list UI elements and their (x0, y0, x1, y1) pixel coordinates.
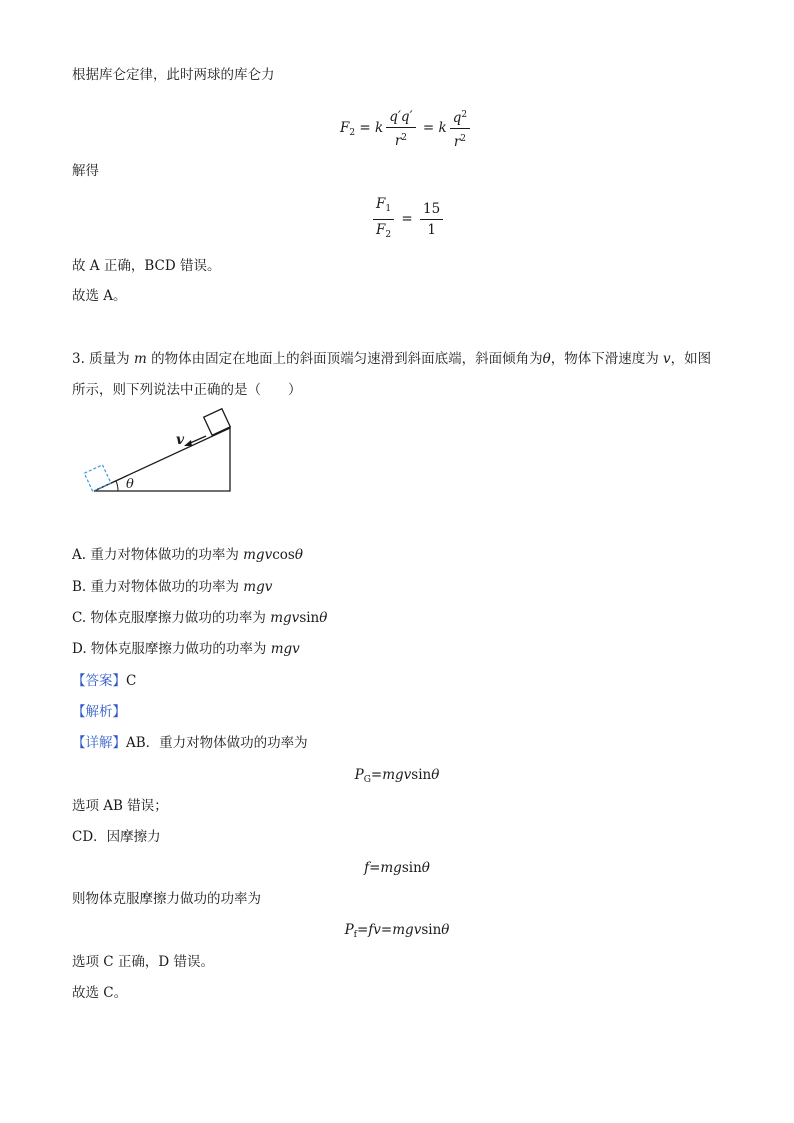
eq-symbol: k (375, 120, 384, 136)
eq-denominator: F (376, 222, 386, 238)
ratio-equation (370, 195, 446, 244)
fraction (373, 195, 394, 244)
eq-equals: = (401, 211, 413, 227)
answer-value: C (126, 673, 137, 689)
eq-numerator: 15 (420, 200, 443, 220)
angle-label: θ (126, 477, 134, 492)
option-d: D. 物体克服摩擦力做功的功率为 mgv (72, 641, 300, 657)
eq-symbol: F (340, 120, 350, 136)
answer-line (72, 672, 136, 690)
eq-subscript: 2 (349, 128, 356, 138)
velocity-label: v (176, 432, 185, 448)
question-stem: 3. 质量为 m 的物体由固定在地面上的斜面顶端匀速滑到斜面底端，斜面倾角为θ，物体下滑速度为 v，如图 (72, 351, 712, 367)
text-line: 故选 A。 (72, 288, 127, 304)
option-c: C. 物体克服摩擦力做功的功率为 mgvsinθ (72, 610, 328, 626)
detail-tag: 【详解】 (72, 735, 126, 751)
text-line: 则物体克服摩擦力做功的功率为 (72, 891, 261, 907)
block-bottom-dashed (84, 465, 111, 492)
eq-subscript: 1 (385, 204, 392, 214)
eq-denominator: 1 (427, 222, 436, 238)
analysis-tag: 【解析】 (72, 704, 126, 720)
fraction (420, 200, 443, 239)
eq-equals: = (359, 120, 371, 136)
option-a: A. 重力对物体做功的功率为 mgvcosθ (72, 547, 303, 563)
incline-figure (80, 408, 250, 504)
text-line: 选项 AB 错误； (72, 798, 168, 814)
eq-subscript: 2 (385, 230, 392, 240)
text-line: 解得 (72, 163, 99, 179)
detail-line: 【详解】AB．重力对物体做功的功率为 (72, 735, 308, 751)
fraction (450, 106, 470, 151)
eq-superscript: 2 (461, 110, 468, 120)
answer-tag: 【答案】 (72, 673, 126, 689)
eq-numerator: q′q′ (389, 108, 413, 125)
text-line: 故选 C。 (72, 985, 128, 1001)
eq-denominator: r (394, 132, 402, 149)
power-gravity-equation: $P_G=mgvsin\theta$ (354, 767, 440, 785)
block-top (204, 409, 231, 436)
fraction (386, 108, 415, 150)
angle-arc (116, 481, 118, 491)
text-line: 选项 C 正确，D 错误。 (72, 954, 215, 970)
coulomb-equation (340, 106, 473, 151)
friction-equation: f=mgsinθ (364, 860, 430, 876)
power-friction-equation: $P_f=fv=mgvsin\theta$ (344, 922, 450, 940)
eq-numerator: q (452, 110, 462, 126)
option-b: B. 重力对物体做功的功率为 mgv (72, 579, 273, 595)
eq-equals: = (422, 120, 435, 136)
text-line: 故 A 正确，BCD 错误。 (72, 258, 221, 274)
velocity-arrowhead (184, 440, 192, 446)
eq-symbol: k (438, 120, 447, 136)
eq-denominator: r (453, 134, 461, 150)
incline-triangle (94, 428, 230, 491)
eq-superscript: 2 (401, 132, 408, 143)
question-stem-line2: 所示，则下列说法中正确的是（ ） (72, 382, 302, 398)
text-line: 根据库仑定律，此时两球的库仑力 (72, 67, 275, 83)
text-line: CD．因摩擦力 (72, 829, 161, 845)
eq-numerator: F (376, 196, 386, 212)
eq-superscript: 2 (460, 134, 467, 144)
